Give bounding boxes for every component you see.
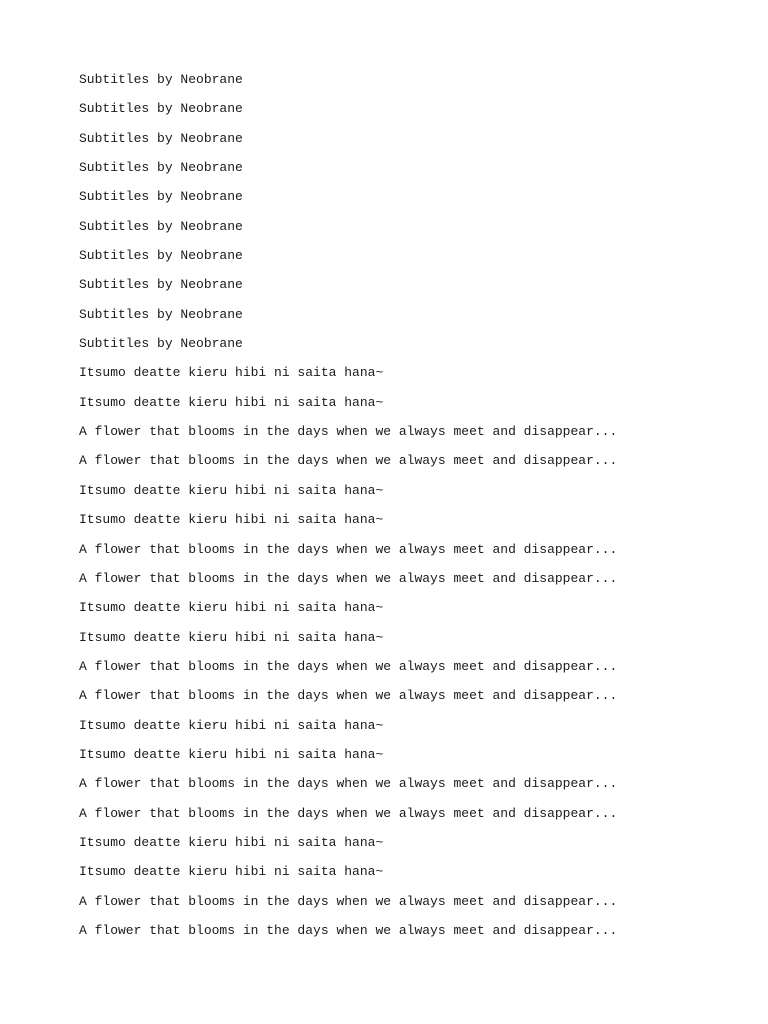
text-line: Itsumo deatte kieru hibi ni saita hana~ xyxy=(79,629,384,645)
text-line: Subtitles by Neobrane xyxy=(79,189,243,205)
text-line: A flower that blooms in the days when we always meet and disappear... xyxy=(79,893,618,909)
text-line: Subtitles by Neobrane xyxy=(79,218,243,234)
text-line: Subtitles by Neobrane xyxy=(79,336,243,352)
text-line: Subtitles by Neobrane xyxy=(79,130,243,146)
text-line: Itsumo deatte kieru hibi ni saita hana~ xyxy=(79,834,384,850)
text-line: Subtitles by Neobrane xyxy=(79,306,243,322)
text-line: Itsumo deatte kieru hibi ni saita hana~ xyxy=(79,482,384,498)
text-line: Subtitles by Neobrane xyxy=(79,72,243,87)
text-line: Itsumo deatte kieru hibi ni saita hana~ xyxy=(79,512,384,528)
text-line: A flower that blooms in the days when we always meet and disappear... xyxy=(79,570,618,586)
text-line: A flower that blooms in the days when we always meet and disappear... xyxy=(79,658,618,674)
text-line: Itsumo deatte kieru hibi ni saita hana~ xyxy=(79,394,384,410)
text-line: A flower that blooms in the days when we always meet and disappear... xyxy=(79,922,618,938)
text-line: A flower that blooms in the days when we always meet and disappear... xyxy=(79,453,618,469)
text-line: A flower that blooms in the days when we always meet and disappear... xyxy=(79,541,618,557)
text-line: Subtitles by Neobrane xyxy=(79,101,243,117)
text-line: Subtitles by Neobrane xyxy=(79,248,243,264)
text-line: A flower that blooms in the days when we always meet and disappear... xyxy=(79,805,618,821)
text-line: Itsumo deatte kieru hibi ni saita hana~ xyxy=(79,600,384,616)
text-line: Subtitles by Neobrane xyxy=(79,160,243,176)
text-line: A flower that blooms in the days when we always meet and disappear... xyxy=(79,424,618,440)
text-line: Itsumo deatte kieru hibi ni saita hana~ xyxy=(79,365,384,381)
text-line: Itsumo deatte kieru hibi ni saita hana~ xyxy=(79,864,384,880)
text-line: Itsumo deatte kieru hibi ni saita hana~ xyxy=(79,717,384,733)
text-line: Subtitles by Neobrane xyxy=(79,277,243,293)
text-line: A flower that blooms in the days when we always meet and disappear... xyxy=(79,688,618,704)
subtitle-document xyxy=(79,71,739,951)
text-line: A flower that blooms in the days when we always meet and disappear... xyxy=(79,776,618,792)
text-line: Itsumo deatte kieru hibi ni saita hana~ xyxy=(79,746,384,762)
